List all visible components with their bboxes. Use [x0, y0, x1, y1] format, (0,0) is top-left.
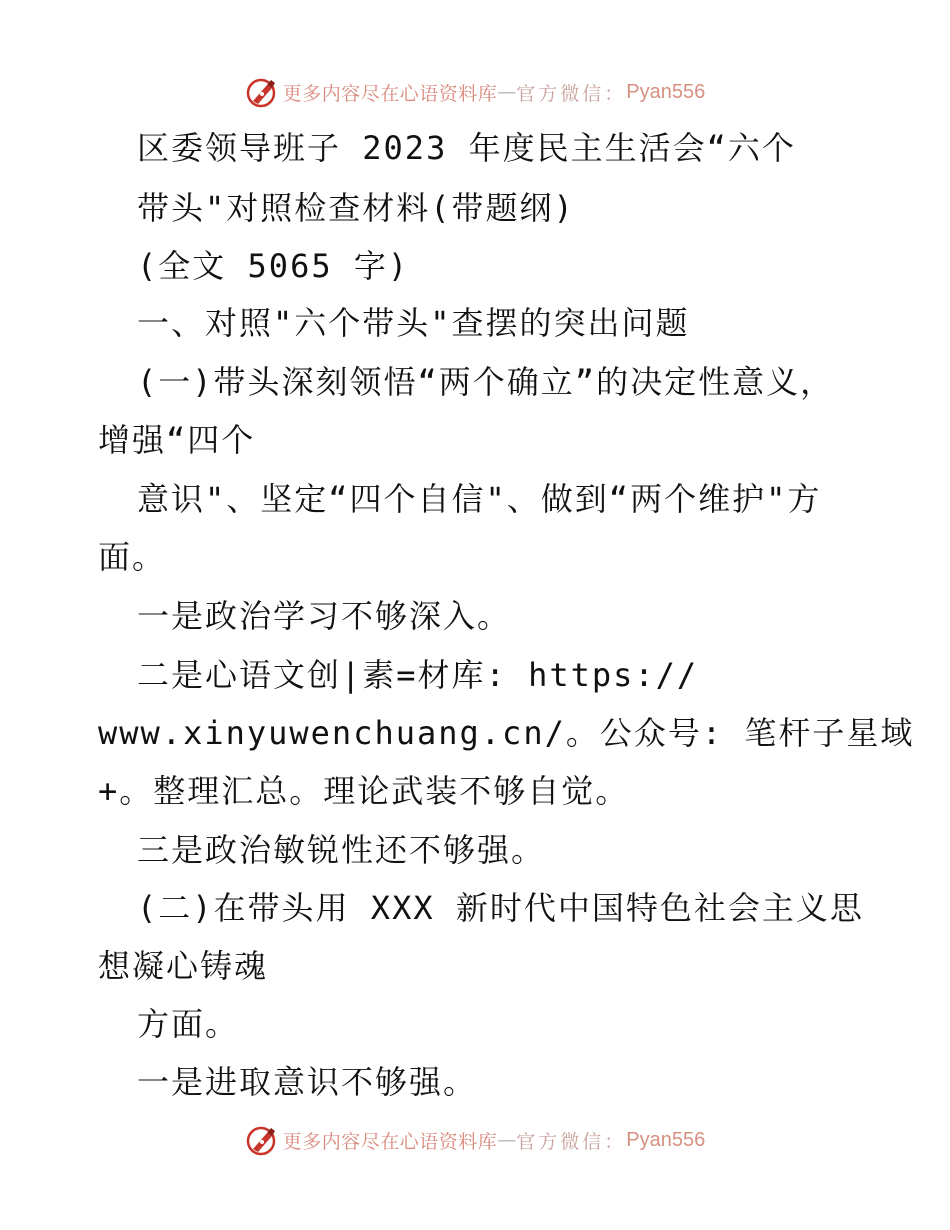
watermark-banner-top	[0, 72, 950, 112]
watermark-main-text: 更多内容尽在心语资料库	[282, 82, 498, 105]
doc-word-count: (全文 5065 字)	[137, 247, 410, 285]
watermark-wechat-label: 官方微信：	[516, 1130, 627, 1153]
paragraph-point-2-line-1: 二是心语文创|素=材库: https://	[137, 656, 699, 694]
section-heading-1: 一、对照"六个带头"查摆的突出问题	[137, 304, 690, 342]
watermark-wechat-label: 官方微信：	[516, 82, 627, 105]
pen-nib-logo-icon	[245, 75, 279, 109]
watermark-wechat-id: Pyan556	[626, 1128, 706, 1151]
watermark-separator: —	[497, 81, 517, 103]
subsection-1-line-3: 意识"、坚定“四个自信"、做到“两个维护"方	[137, 480, 822, 518]
subsection-2-line-2: 想凝心铸魂	[98, 947, 269, 985]
paragraph-point-1: 一是政治学习不够深入。	[137, 597, 512, 635]
subsection-1-line-4: 面。	[98, 538, 167, 576]
watermark-banner-bottom	[0, 1120, 950, 1160]
doc-title-line-1: 区委领导班子 2023 年度民主生活会“六个	[137, 129, 796, 167]
watermark-wechat-id: Pyan556	[626, 80, 706, 103]
subsection-2-line-3: 方面。	[137, 1005, 240, 1043]
paragraph-point-2-line-3: +。整理汇总。理论武装不够自觉。	[98, 772, 630, 810]
paragraph-point-2-line-2: www.xinyuwenchuang.cn/。公众号: 笔杆子星域	[98, 714, 915, 752]
paragraph-point-3: 三是政治敏锐性还不够强。	[137, 831, 546, 869]
pen-nib-logo-icon	[245, 1123, 279, 1157]
subsection-1-line-1: (一)带头深刻领悟“两个确立”的决定性意义，	[137, 363, 835, 401]
watermark-main-text: 更多内容尽在心语资料库	[282, 1130, 498, 1153]
watermark-separator: —	[497, 1129, 517, 1151]
subsection-1-line-2: 增强“四个	[98, 421, 256, 459]
doc-title-line-2: 带头"对照检查材料(带题纲)	[137, 189, 575, 227]
subsection-2-line-1: (二)在带头用 XXX 新时代中国特色社会主义思	[137, 889, 864, 927]
paragraph-point-4: 一是进取意识不够强。	[137, 1063, 478, 1101]
